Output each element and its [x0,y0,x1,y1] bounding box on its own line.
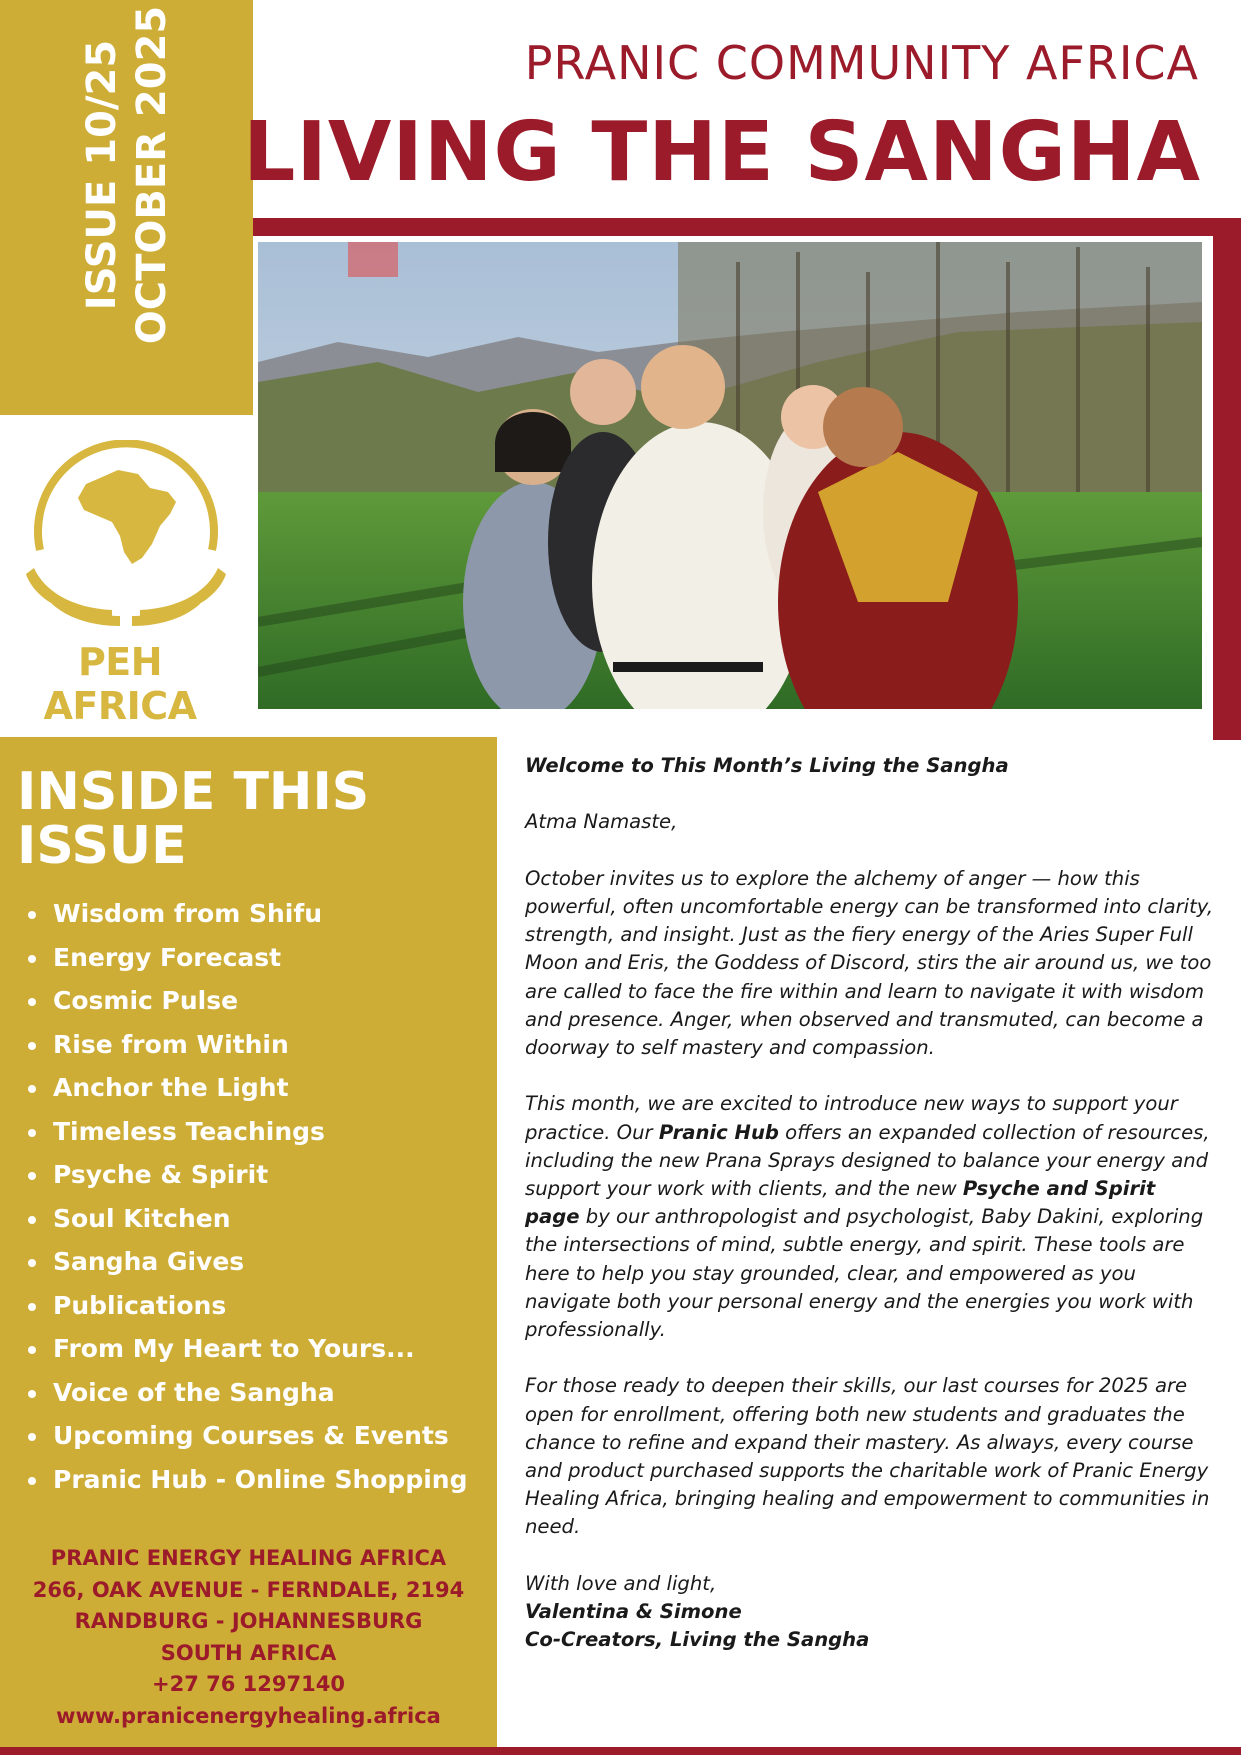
toc-item: From My Heart to Yours... [28,1334,468,1378]
toc-item: Cosmic Pulse [28,986,468,1030]
address-street: 266, OAK AVENUE - FERNDALE, 2194 [32,1577,465,1602]
contact-phone: +27 76 1297140 [152,1672,345,1696]
text-span: This month, we are excited to introduce new ways to support your practice. Our [525,1092,1178,1144]
letter-role: Co-Creators, Living the Sangha [525,1628,870,1652]
toc-item: Soul Kitchen [28,1204,468,1248]
letter-greeting: Atma Namaste, [525,810,678,834]
africa-hands-icon [0,440,253,650]
welcome-letter [525,752,1215,1654]
address-country: SOUTH AFRICA [160,1640,337,1665]
issue-label-rotated [77,0,177,365]
letter-paragraph: October invites us to explore the alchemy of anger — how this powerful, often uncomfortable energy can be transformed into clarity, strength, and insight. Just as the fiery energy of the Aries Super Full Moon and Eris, the Goddess of Discord, stirs the air around us, we too are called to face the fire within and learn to navigate it with wisdom and presence. Anger, when observed and transmuted, can become a doorway to self mastery and compassion. [525,866,1214,1059]
text-span: offers an expanded collection of resources, including the new Prana Sprays designed to balance your energy and support your work with clients, and the new [525,1120,1210,1200]
address-city: RANDBURG - JOHANNESBURG [74,1609,423,1633]
toc-item: Voice of the Sangha [28,1378,468,1422]
group-photo [258,242,1202,709]
toc-item: Anchor the Light [28,1073,468,1117]
photo-side-bar [1213,236,1241,740]
text-span: by our anthropologist and psychologist, Baby Dakini, exploring the intersections of mind, subtle energy, and spirit. These tools are here to help you stay grounded, clear, and empowered as you navigate both your personal energy and the energies you work with professionally. [525,1205,1204,1342]
pranic-hub-mention: Pranic Hub [658,1120,779,1144]
toc-item: Psyche & Spirit [28,1160,468,1204]
letter-paragraph [525,1090,1215,1344]
toc-item: Pranic Hub - Online Shopping [28,1465,468,1509]
toc-item: Sangha Gives [28,1247,468,1291]
toc-item: Energy Forecast [28,943,468,987]
issue-banner [0,0,253,415]
toc-item: Publications [28,1291,468,1335]
footer-divider [0,1747,1241,1755]
organization-name: PRANIC COMMUNITY AFRICA [524,36,1199,90]
logo-wordmark: PEH AFRICA [43,640,197,728]
letter-closing: With love and light, [525,1571,717,1595]
letter-signature: Valentina & Simone [525,1600,742,1624]
contact-address [0,1543,497,1732]
newsletter-title: LIVING THE SANGHA [243,105,1201,200]
inside-this-issue-heading: INSIDE THIS ISSUE [17,762,370,876]
issue-number: ISSUE 10/25 [78,39,125,311]
title-divider [253,218,1241,236]
website-link[interactable]: www.pranicenergyhealing.africa [56,1703,441,1728]
inside-this-issue-panel [0,737,497,1747]
toc-item: Timeless Teachings [28,1117,468,1161]
toc-item: Wisdom from Shifu [28,899,468,943]
table-of-contents [28,899,468,1508]
issue-date: OCTOBER 2025 [128,5,175,345]
psyche-spirit-mention: Psyche and Spirit page [525,1177,1156,1229]
address-org: PRANIC ENERGY HEALING AFRICA [50,1546,447,1570]
toc-item: Upcoming Courses & Events [28,1421,468,1465]
letter-heading: Welcome to This Month’s Living the Sangha [525,754,1009,777]
toc-item: Rise from Within [28,1030,468,1074]
letter-paragraph: For those ready to deepen their skills, our last courses for 2025 are open for enrollment, offering both new students and graduates the chance to refine and expand their mastery. As always, every course and product purchased supports the charitable work of Pranic Energy Healing Africa, bringing healing and empowerment to communities in need. [525,1374,1210,1539]
